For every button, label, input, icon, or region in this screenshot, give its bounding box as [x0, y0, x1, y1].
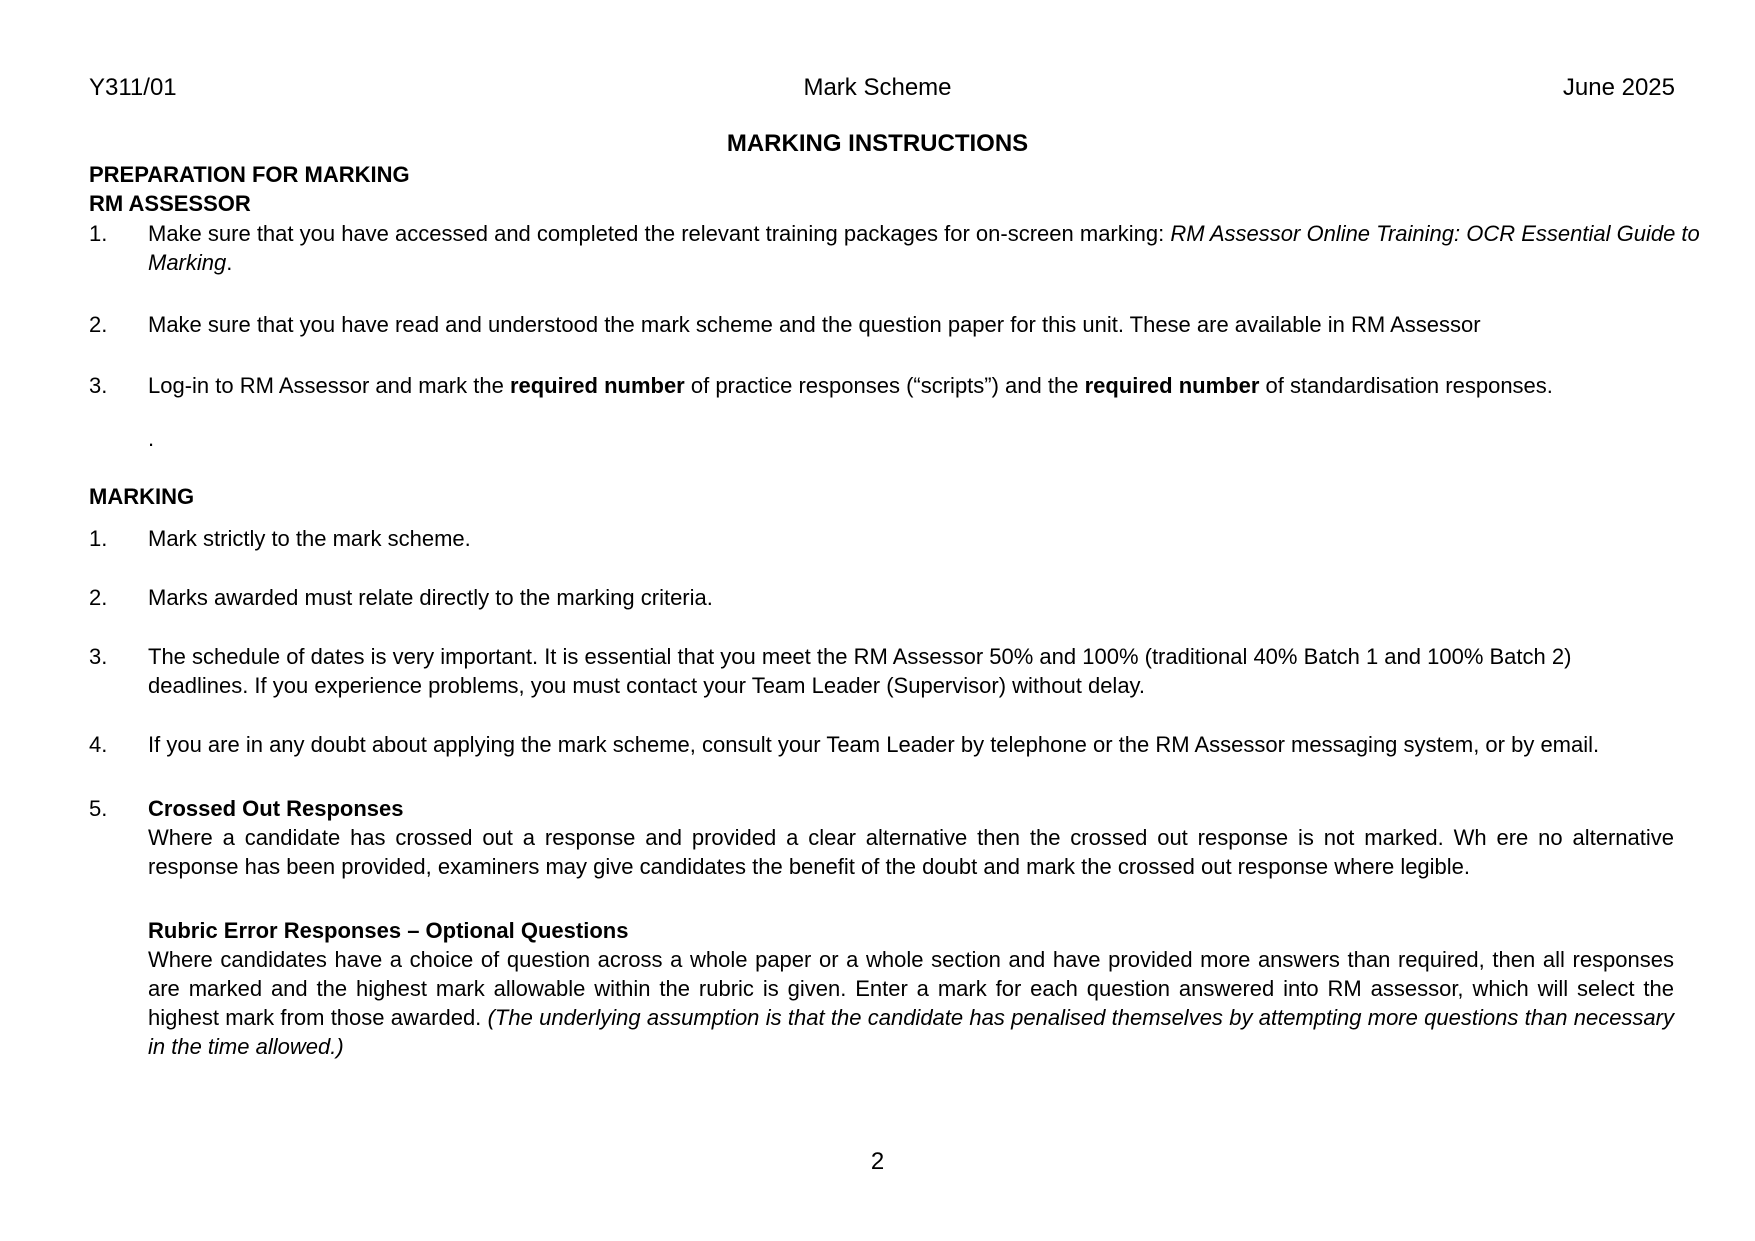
prep-item-2-num: 2. [89, 312, 108, 337]
marking-item-1-text: Mark strictly to the mark scheme. [148, 526, 471, 551]
prep-item-3-num: 3. [89, 373, 108, 398]
rubric-italic: (The underlying assumption is that the candidate has penalised themselves by attempting more questions than necessary in the time allowed.) [148, 1005, 1674, 1059]
marking-heading: MARKING [89, 484, 195, 509]
prep-item-3-b1: required number [509, 373, 685, 398]
prep-item-3-t3: of standardisation responses. [1259, 373, 1553, 398]
prep-item-1 [148, 219, 1708, 277]
marking-item-3-text: The schedule of dates is very important. It is essential that you meet the RM Assessor 50% and 100% (traditional 40% Batch 1 and 100% Batch 2) deadlines. If you experience problems, you must contact your Team Leader (Supervisor) without delay. [148, 644, 1572, 698]
rubric-heading: Rubric Error Responses – Optional Questions [148, 918, 629, 943]
header-doc-title: Mark Scheme [803, 74, 952, 101]
prep-item-1-end: . [226, 250, 233, 275]
marking-item-2-text: Marks awarded must relate directly to the marking criteria. [148, 585, 713, 610]
marking-item-1-num: 1. [89, 526, 108, 551]
marking-item-5-num: 5. [89, 796, 108, 821]
prep-item-2-text: Make sure that you have read and understood the mark scheme and the question paper for this unit. These are available in RM Assessor [148, 312, 1481, 337]
prep-heading: PREPARATION FOR MARKING [89, 162, 410, 187]
prep-item-1-italic: RM Assessor Online Training: OCR Essential Guide to Marking [148, 221, 1700, 275]
header-code: Y311/01 [89, 74, 177, 101]
marking-item-5-text: Where a candidate has crossed out a response and provided a clear alternative then the crossed out response is not marked. Wh ere no alternative response has been provided, examiners may give candidates the benefit of the doubt and mark the crossed out response where legible. [148, 825, 1674, 879]
rubric-body: Where candidates have a choice of question across a whole paper or a whole section and have provided more answers than required, then all responses are marked and the highest mark allowable within the rubric is given. Enter a mark for each question answered into RM assessor, which will select the highest mark from those awarded. [148, 947, 1674, 1030]
header-date: June 2025 [1562, 74, 1675, 101]
prep-item-3-b2: required number [1084, 373, 1260, 398]
prep-item-3-t1: Log-in to RM Assessor and mark the [148, 373, 510, 398]
prep-dot: . [148, 426, 155, 451]
page-title: MARKING INSTRUCTIONS [726, 130, 1029, 157]
marking-item-3-num: 3. [89, 644, 108, 669]
marking-item-4-num: 4. [89, 732, 108, 757]
marking-item-2-num: 2. [89, 585, 108, 610]
prep-subheading: RM ASSESSOR [89, 191, 251, 216]
prep-item-3-t2: of practice responses (“scripts”) and the [684, 373, 1085, 398]
rubric-text [148, 945, 1674, 1061]
prep-item-3 [148, 371, 1708, 400]
prep-item-1-text: Make sure that you have accessed and completed the relevant training packages for on-screen marking: [148, 221, 1171, 246]
page-number: 2 [870, 1148, 885, 1175]
prep-item-1-num: 1. [89, 221, 108, 246]
marking-item-5-heading: Crossed Out Responses [148, 796, 404, 821]
marking-item-4-text: If you are in any doubt about applying the mark scheme, consult your Team Leader by telephone or the RM Assessor messaging system, or by email. [148, 732, 1600, 757]
